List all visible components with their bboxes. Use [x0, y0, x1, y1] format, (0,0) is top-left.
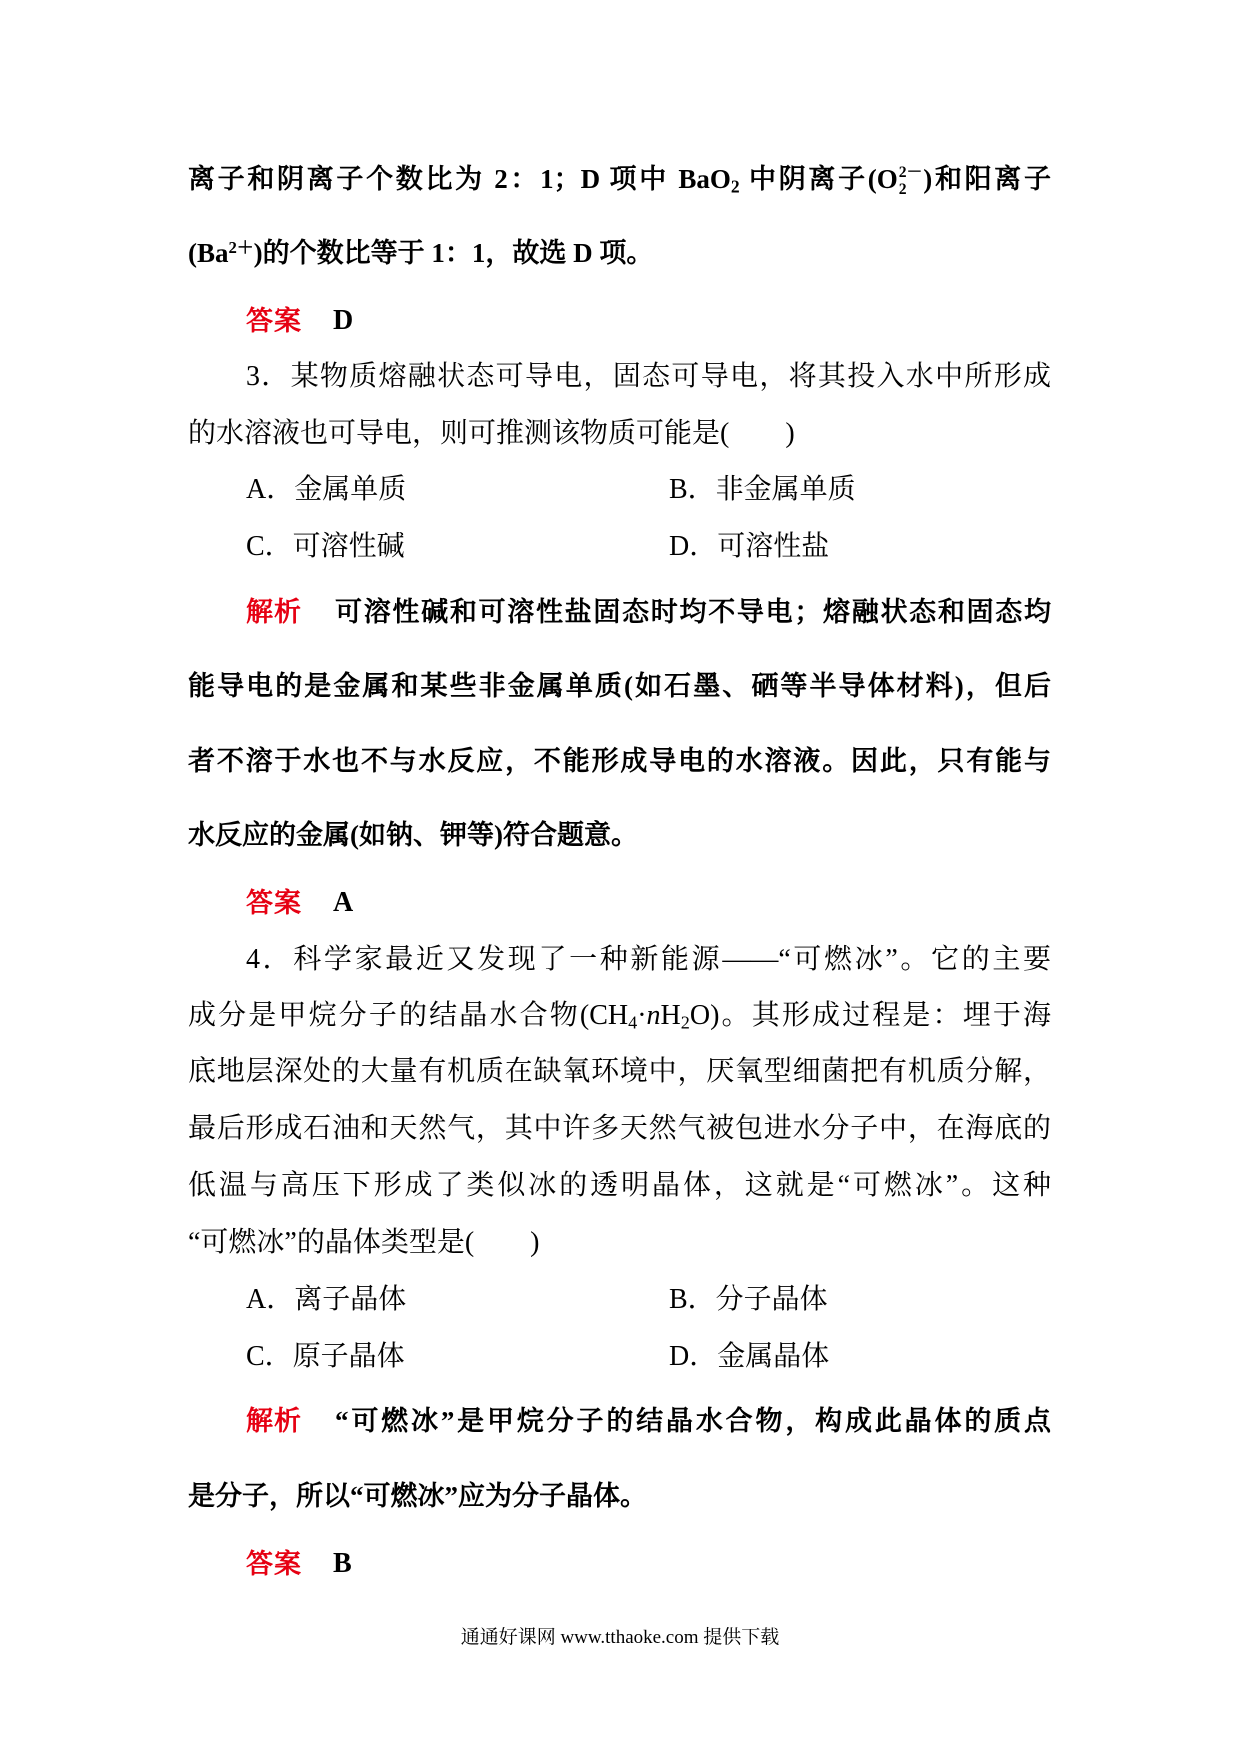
- explanation-label: 解析: [246, 1406, 302, 1436]
- answer-label: 答案: [246, 888, 302, 918]
- answer-value: A: [333, 887, 354, 918]
- subscript: 2: [898, 180, 907, 198]
- option-a: A．金属单质: [246, 474, 407, 505]
- explanation-label: 解析: [246, 597, 302, 627]
- superscript: 2＋: [228, 237, 254, 257]
- explanation-text: (Ba: [188, 238, 229, 268]
- explanation-line: 水反应的金属(如钠、钾等)符合题意。: [188, 820, 638, 850]
- option-d: D．可溶性盐: [669, 531, 830, 562]
- explanation-line: [246, 592, 1051, 632]
- options-row: [246, 1280, 1051, 1320]
- explanation-text: 离子和阴离子个数比为 2：1；D 项中 BaO: [188, 164, 731, 194]
- explanation-line: [188, 159, 1051, 199]
- question-text: H: [660, 1000, 681, 1031]
- option-d: D．金属晶体: [669, 1341, 830, 1372]
- question-line: 3．某物质熔融状态可导电，固态可导电，将其投入水中所形成: [246, 361, 1051, 392]
- subscript: 2: [730, 176, 740, 197]
- question-line: “可燃冰”的晶体类型是( ): [188, 1227, 540, 1258]
- question-line: 低温与高压下形成了类似冰的透明晶体，这就是“可燃冰”。这种: [188, 1170, 1051, 1201]
- explanation-text: )的个数比等于 1：1，故选 D 项。: [253, 238, 654, 268]
- answer-line: [246, 883, 1051, 923]
- answer-label: 答案: [246, 1549, 302, 1579]
- options-row: [246, 527, 1051, 567]
- answer-line: [246, 1544, 1051, 1584]
- explanation-line: [188, 233, 1051, 273]
- ion-charge-stack: [899, 165, 922, 198]
- explanation-text: 中阴离子(O: [739, 164, 898, 194]
- explanation-line: 能导电的是金属和某些非金属单质(如石墨、硒等半导体材料)，但后: [188, 671, 1051, 701]
- explanation-line: 是分子，所以“可燃冰”应为分子晶体。: [188, 1481, 647, 1511]
- option-c: C．原子晶体: [246, 1341, 405, 1372]
- footer-text: 通通好课网 www.tthaoke.com 提供下载: [460, 1627, 780, 1648]
- subscript: 4: [628, 1012, 638, 1033]
- options-row: [246, 1337, 1051, 1377]
- answer-value: D: [333, 305, 354, 336]
- explanation-line: [246, 1401, 1051, 1441]
- answer-value: B: [333, 1548, 352, 1579]
- italic-variable: n: [646, 1000, 661, 1031]
- answer-line: [246, 301, 1051, 341]
- answer-label: 答案: [246, 306, 302, 336]
- question-text: 成分是甲烷分子的结晶水合物(CH: [188, 1000, 629, 1031]
- question-text: O)。其形成过程是：埋于海: [689, 1000, 1051, 1031]
- explanation-line: 者不溶于水也不与水反应，不能形成导电的水溶液。因此，只有能与: [188, 746, 1051, 776]
- option-c: C．可溶性碱: [246, 531, 405, 562]
- question-line: 最后形成石油和天然气，其中许多天然气被包进水分子中，在海底的: [188, 1113, 1051, 1144]
- question-line: 4．科学家最近又发现了一种新能源——“可燃冰”。它的主要: [246, 944, 1051, 975]
- options-row: [246, 470, 1051, 510]
- question-line: 底地层深处的大量有机质在缺氧环境中，厌氧型细菌把有机质分解，: [188, 1056, 1051, 1087]
- option-b: B．非金属单质: [669, 474, 856, 505]
- option-a: A．离子晶体: [246, 1284, 407, 1315]
- superscript: 2－: [898, 164, 923, 182]
- question-line: [188, 996, 1051, 1036]
- explanation-text: 可溶性碱和可溶性盐固态时均不导电；熔融状态和固态均: [335, 597, 1051, 627]
- explanation-text: “可燃冰”是甲烷分子的结晶水合物，构成此晶体的质点: [335, 1406, 1051, 1436]
- question-text: ·: [637, 1000, 647, 1031]
- question-line: 的水溶液也可导电，则可推测该物质可能是( ): [188, 418, 795, 449]
- option-b: B．分子晶体: [669, 1284, 828, 1315]
- explanation-text: )和阳离子: [923, 164, 1051, 194]
- subscript: 2: [680, 1012, 690, 1033]
